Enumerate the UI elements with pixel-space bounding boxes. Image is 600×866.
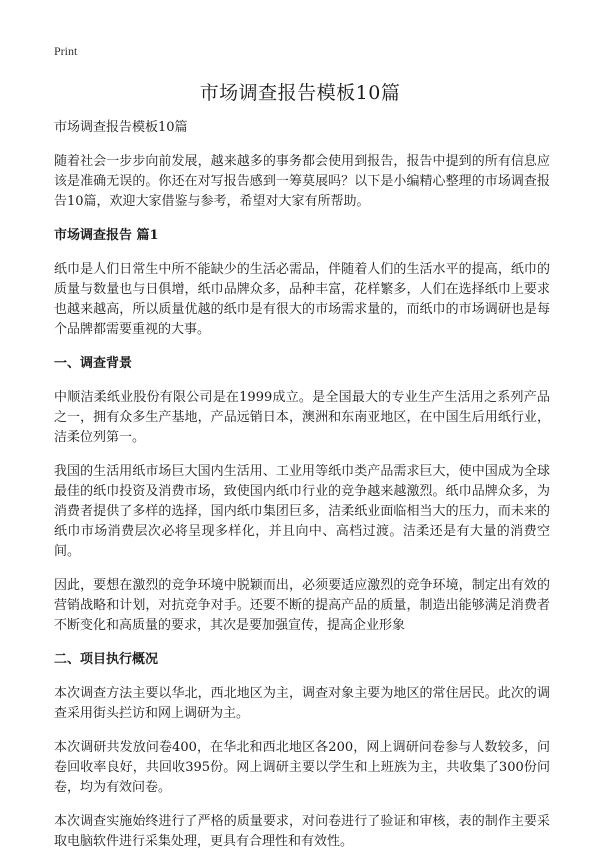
print-link[interactable]: Print [54,44,78,58]
background-paragraph-3: 因此，要想在激烈的竞争环境中脱颖而出，必须要适应激烈的竞争环境，制定出有效的营销战略和计划，对抗竞争对手。还要不断的提高产品的质量，制造出能够满足消费者不断变化和高质量的要求，其次是要加强宣传，提高企业形象 [54,578,550,633]
background-paragraph-2: 我国的生活用纸市场巨大国内生活用、工业用等纸巾类产品需求巨大，使中国成为全球最佳的纸巾投资及消费市场，致使国内纸巾行业的竞争越来越激烈。纸巾品牌众多，为消费者提供了多样的选择，国内纸巾集团巨多，洁柔纸业面临相当大的压力，而未来的纸巾市场消费层次必将呈现多样化，并且向中、高档过渡。洁柔还是有大量的消费空间。 [54,464,550,559]
section-heading-execution: 二、项目执行概况 [54,652,159,667]
document-subtitle: 市场调查报告模板10篇 [54,120,188,135]
article-heading: 市场调查报告 篇1 [54,228,159,243]
execution-paragraph-2: 本次调研共发放问卷400，在华北和西北地区各200，网上调研问卷参与人数较多，问卷回收率良好，共回收395份。网上调研主要以学生和上班族为主，共收集了300份问卷，均为有效问卷。 [54,740,550,795]
execution-paragraph-1: 本次调查方法主要以华北，西北地区为主，调查对象主要为地区的常住居民。此次的调查采用街头拦访和网上调研为主。 [54,686,550,721]
background-paragraph-1: 中顺洁柔纸业股份有限公司是在1999成立。是全国最大的专业生产生活用之系列产品之一，拥有众多生产基地，产品远销日本，澳洲和东南亚地区，在中国生后用纸行业，洁柔位列第一。 [54,390,550,445]
document-body [54,118,550,866]
section-heading-background: 一、调查背景 [54,356,133,371]
intro-paragraph: 随着社会一步步向前发展，越来越多的事务都会使用到报告，报告中提到的所有信息应该是准确无误的。你还在对写报告感到一筹莫展吗？以下是小编精心整理的市场调查报告10篇，欢迎大家借鉴与参考，希望对大家有所帮助。 [54,154,550,209]
execution-paragraph-3: 本次调查实施始终进行了严格的质量要求，对问卷进行了验证和审核，表的制作主要采取电脑软件进行采集处理，更具有合理性和有效性。 [54,814,550,849]
page-title: 市场调查报告模板10篇 [199,82,401,104]
article-intro-paragraph: 纸巾是人们日常生中所不能缺少的生活必需品，伴随着人们的生活水平的提高，纸巾的质量与数量也与日俱增，纸巾品牌众多，品种丰富，花样繁多，人们在选择纸巾上要求也越来越高，所以质量优越的纸巾是有很大的市场需求量的，而纸巾的市场调研也是每个品牌都需要重视的大事。 [54,262,550,337]
